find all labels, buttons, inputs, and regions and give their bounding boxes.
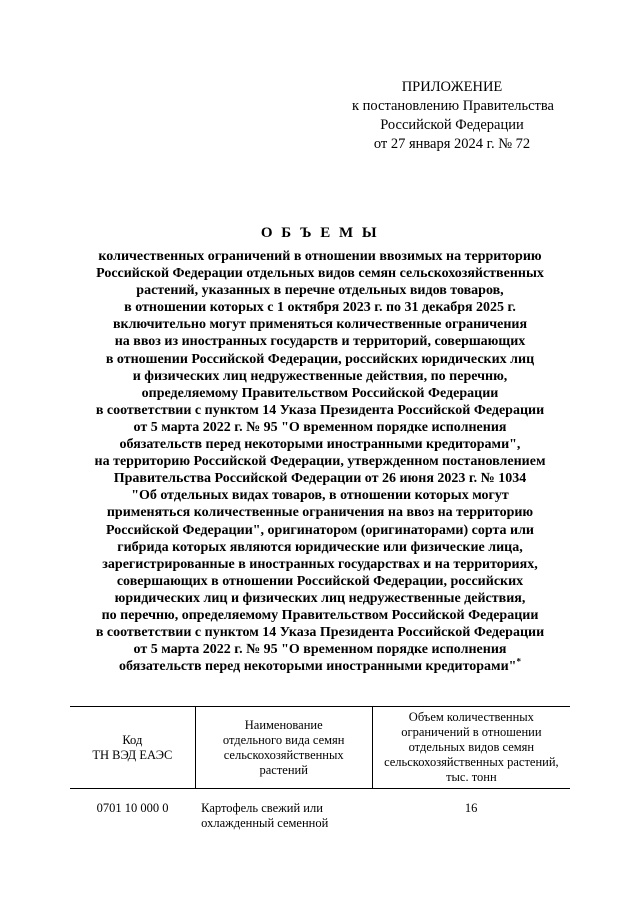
subtitle-line: на ввоз из иностранных государств и территорий, совершающих [114,334,526,350]
subtitle-line: количественных ограничений в отношении ввозимых на территорию [98,249,542,264]
cell-name-line: Картофель свежий или [201,801,323,815]
header-line: тыс. тонн [446,770,497,784]
subtitle-line: гибрида которых являются юридические или физические лица, [117,539,523,555]
subtitle-line: в соответствии с пунктом 14 Указа Президента Российской Федерации [95,625,545,641]
subtitle-line: на территорию Российской Федерации, утвержденном постановлением [94,454,546,470]
appendix-date-number: от 27 января 2024 г. № 72 [373,136,531,152]
footnote-mark: * [516,656,521,667]
cell-name [195,789,372,852]
header-code [70,707,195,789]
cell-volume: 16 [464,801,478,815]
subtitle-line: и физических лиц недружественные действия, по перечню, [132,368,508,384]
subtitle-line: Российской Федерации", оригинатором (оригинаторами) сорта или [106,522,534,538]
volumes-table-container [70,706,570,851]
subtitle-line: от 5 марта 2022 г. № 95 "О временном порядке исполнения [133,419,507,435]
volumes-table [70,706,570,851]
header-line: отдельного вида семян [222,732,345,747]
cell-code: 0701 10 000 0 [96,801,169,815]
header-name [195,707,372,789]
header-line: ТН ВЭД ЕАЭС [92,747,173,762]
subtitle-line: в отношении Российской Федерации, российских юридических лиц [105,351,535,367]
subtitle-line: зарегистрированные в иностранных государствах и на территориях, [102,556,538,572]
subtitle-line: применяться количественные ограничения на ввоз на территорию [106,505,534,521]
subtitle-line: Правительства Российской Федерации от 26 июня 2023 г. № 1034 [113,471,527,487]
subtitle-line: обязательств перед некоторыми иностранными кредиторами", [119,437,521,453]
appendix-resolution-ref: к постановлению Правительства [352,98,554,114]
table-row [70,789,570,852]
subtitle-line: "Об отдельных видах товаров, в отношении которых могут [131,488,509,504]
appendix-government: Российской Федерации [380,117,524,133]
header-line: Объем количественных [408,710,534,724]
table-header-row [70,707,570,789]
subtitle-line: обязательств перед некоторыми иностранными кредиторами"* [119,656,521,675]
document-subtitle [40,248,600,675]
subtitle-line: растений, указанных в перечне отдельных видов товаров, [136,283,504,299]
cell-name-line: охлажденный семенной [201,816,329,830]
subtitle-line: совершающих в отношении Российской Федерации, российских [116,573,524,589]
subtitle-line: определяемому Правительством Российской Федерации [141,385,499,401]
header-line: сельскохозяйственных растений, [384,755,559,769]
subtitle-line: включительно могут применяться количественные ограничения [112,317,528,333]
header-line: Код [122,732,143,747]
appendix-header [352,78,552,154]
header-line: отдельных видов семян [408,740,535,754]
header-line: ограничений в отношении [401,725,542,739]
header-line: Наименование [244,717,323,732]
appendix-label: ПРИЛОЖЕНИЕ [401,79,503,95]
subtitle-line: в отношении которых с 1 октября 2023 г. по 31 декабря 2025 г. [124,300,516,316]
subtitle-line: по перечню, определяемому Правительством Российской Федерации [101,607,539,623]
subtitle-line: юридических лиц и физических лиц недружественные действия, [114,590,526,606]
document-title: О Б Ъ Е М Ы [260,225,380,241]
subtitle-line: в соответствии с пунктом 14 Указа Президента Российской Федерации [95,402,545,418]
subtitle-line: от 5 марта 2022 г. № 95 "О временном порядке исполнения [133,642,507,658]
header-line: растений [259,762,308,777]
header-volume [372,707,570,789]
header-line: сельскохозяйственных [223,747,344,762]
subtitle-line: Российской Федерации отдельных видов семян сельскохозяйственных [96,266,544,282]
